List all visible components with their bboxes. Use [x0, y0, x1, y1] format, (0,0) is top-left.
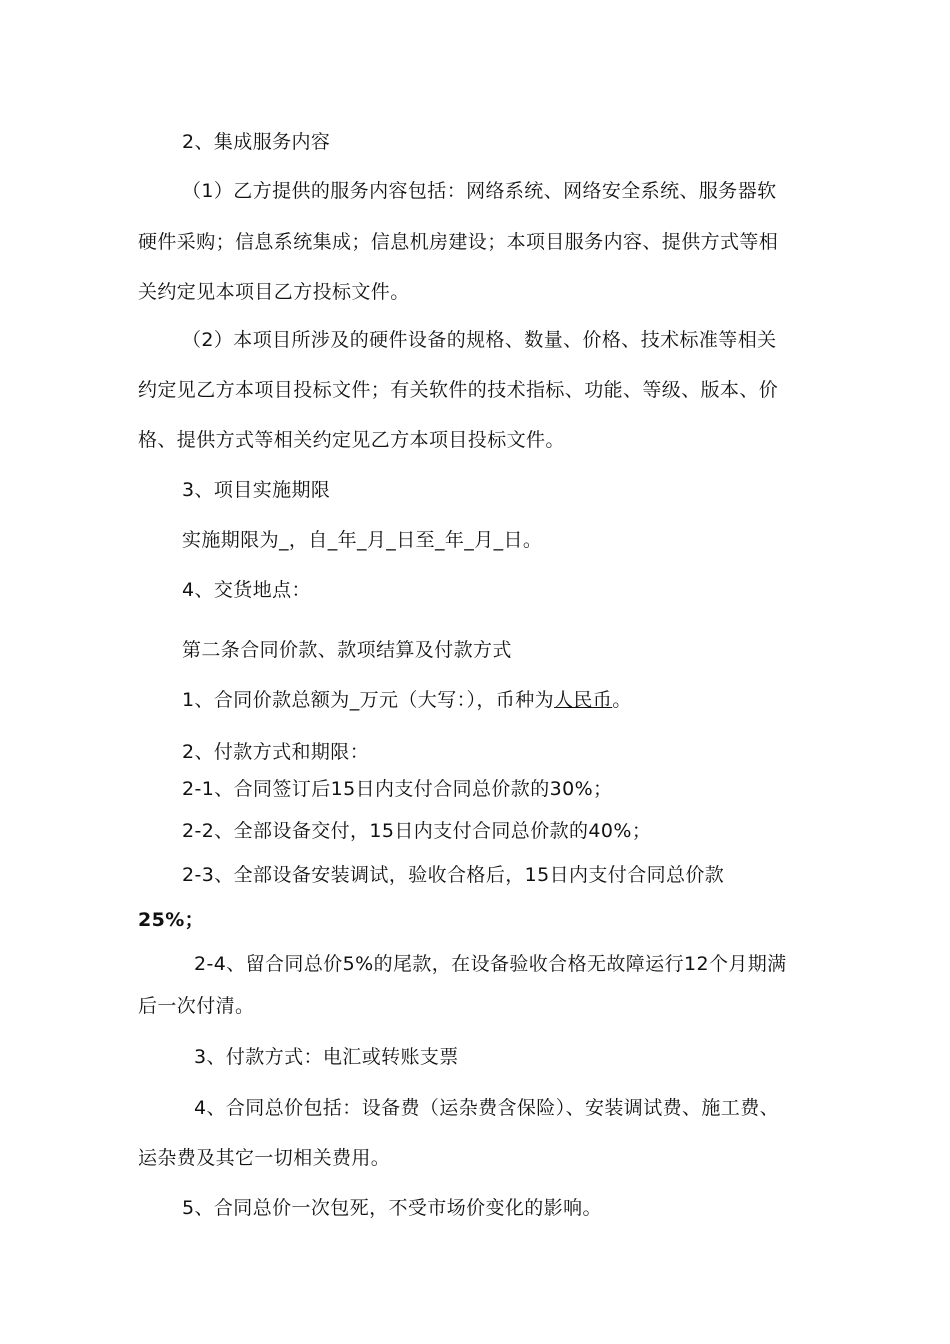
payment-item-2-3-line-2: 25%； — [138, 909, 205, 931]
contract-total-price-line — [182, 688, 632, 712]
implementation-period-text: 实施期限为_，自_年_月_日至_年_月_日。 — [182, 529, 543, 551]
article-two-heading: 第二条合同价款、款项结算及付款方式 — [182, 639, 512, 661]
fixed-price-clause: 5、合同总价一次包死，不受市场价变化的影响。 — [182, 1197, 602, 1219]
paragraph-service-content-line-2: 硬件采购；信息系统集成；信息机房建设；本项目服务内容、提供方式等相 — [138, 231, 779, 253]
payment-item-2-2: 2-2、全部设备交付，15日内支付合同总价款的40%； — [182, 820, 652, 842]
total-price-includes-line-2: 运杂费及其它一切相关费用。 — [138, 1147, 391, 1169]
total-price-includes-line-1: 4、合同总价包括：设备费（运杂费含保险）、安装调试费、施工费、 — [194, 1097, 779, 1119]
payment-terms-heading: 2、付款方式和期限： — [182, 741, 370, 763]
payment-item-2-4-line-2: 后一次付清。 — [138, 995, 255, 1017]
contract-total-price-text: 1、合同价款总额为_万元（大写：），币种为 — [182, 689, 554, 711]
payment-method-line: 3、付款方式：电汇或转账支票 — [194, 1046, 459, 1068]
payment-item-2-1: 2-1、合同签订后15日内支付合同总价款的30%； — [182, 778, 613, 800]
currency-value: 人民币 — [554, 689, 613, 711]
payment-item-2-3-line-1: 2-3、全部设备安装调试，验收合格后，15日内支付合同总价款 — [182, 864, 725, 886]
paragraph-hardware-line-1: （2）本项目所涉及的硬件设备的规格、数量、价格、技术标准等相关 — [182, 329, 777, 351]
section-heading-integration-service: 2、集成服务内容 — [182, 131, 331, 153]
contract-total-price-end: 。 — [612, 689, 632, 711]
section-heading-delivery-location: 4、交货地点： — [182, 579, 311, 601]
paragraph-hardware-line-3: 格、提供方式等相关约定见乙方本项目投标文件。 — [138, 429, 565, 451]
paragraph-hardware-line-2: 约定见乙方本项目投标文件；有关软件的技术指标、功能、等级、版本、价 — [138, 379, 779, 401]
paragraph-service-content-line-1: （1）乙方提供的服务内容包括：网络系统、网络安全系统、服务器软 — [182, 180, 777, 202]
section-heading-implementation-period: 3、项目实施期限 — [182, 479, 331, 501]
paragraph-service-content-line-3: 关约定见本项目乙方投标文件。 — [138, 281, 410, 303]
payment-item-2-4-line-1: 2-4、留合同总价5%的尾款，在设备验收合格无故障运行12个月期满 — [194, 953, 787, 975]
